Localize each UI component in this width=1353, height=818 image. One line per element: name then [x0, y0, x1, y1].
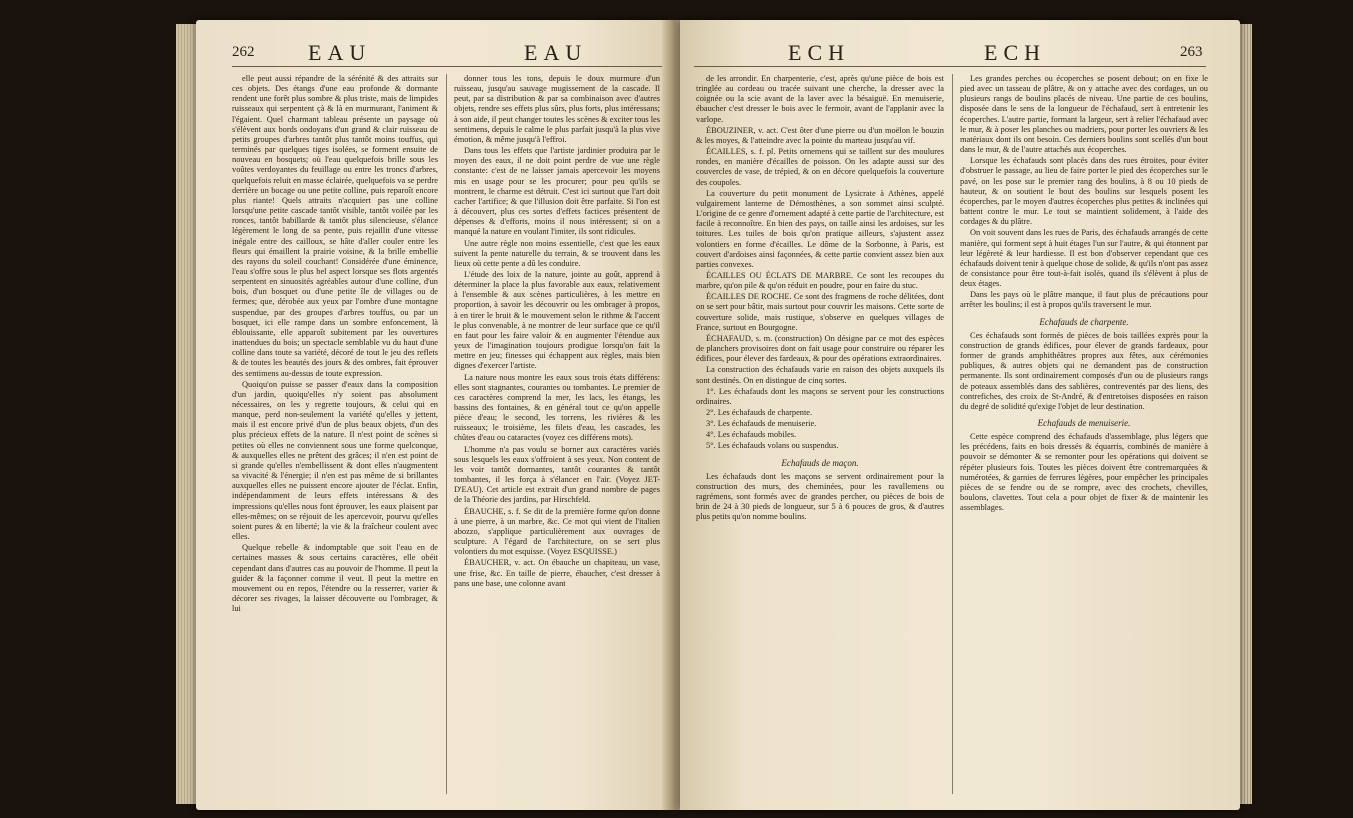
right-header-rule — [694, 66, 1206, 67]
right-running-head-2: ECH — [984, 40, 1046, 65]
page-edges-left — [176, 24, 198, 804]
list-item: 2°. Les échafauds de charpente. — [706, 408, 813, 417]
list-item: 1°. Les échafauds dont les maçons se servent pour les constructions ordinaires. — [696, 386, 944, 406]
list-item: 4°. Les échafauds mobiles. — [706, 430, 797, 440]
paragraph: de les arrondir. En charpenterie, c'est, après qu'une pièce de bois est tringlée au cordeau ou tracée suivant une cherche, la dresser avec la coignée ou la scie avant de la laver avec la bésaiguë. En menuiserie, ébaucher c'est dresser le bois avec le fermoir, avant de l'applanir avec la varlope. — [696, 74, 944, 124]
right-page-number: 263 — [1180, 44, 1203, 60]
column-divider — [446, 74, 447, 794]
list-item: 5°. Les échafauds volans ou suspendus. — [706, 441, 839, 451]
paragraph: Lorsque les échafauds sont placés dans des rues étroites, pour éviter d'obstruer le passage, au lieu de faire porter le pied des écoperches sur le pavé, on les pose sur le premier rang des boulins, à 8 ou 10 pieds de hauteur, & on soutient le bout des boulins sur lesquels posent les écoperches, par le moyen d'autres écoperches plus petites & inclinées qui battent contre le mur. Le tout se maintient solidement, à l'aide des cordages & du plâtre. — [960, 156, 1208, 227]
column-divider — [952, 74, 953, 794]
left-column-2 — [454, 74, 660, 794]
left-running-head-1: EAU — [308, 40, 372, 65]
left-running-head-2: EAU — [524, 40, 588, 65]
paragraph: Cette espèce comprend des échafauds d'assemblage, plus légers que les précédens, faits en bois dressés & équarris, combinés de manière à pouvoir se démonter & se remonter pour les opérations qui doivent se répéter plusieurs fois. Toutes les pièces doivent être contremarquées & numérotées, & garnies de ferrures légères, pour empêcher les principales pièces de se fendre ou de se rompre, avec des crochets, chevilles, boulons, clavettes. Tout cela a pour objet de fixer & de maintenir les assemblages. — [960, 432, 1208, 513]
paragraph: On voit souvent dans les rues de Paris, des échafauds arrangés de cette manière, qui forment sept à huit étages l'un sur l'autre, & qui étonnent par leur légèreté & leur hardiesse. Il est bon d'observer cependant que ces échafauds doivent tenir à quelque chose de solide, & qu'ils n'ont pas assez de consistance pour être tout-à-fait isolés, quand ils s'élèvent à plus de deux étages. — [960, 228, 1208, 289]
entry-ecailles-marbre: ÉCAILLES OU ÉCLATS DE MARBRE. Ce sont les recoupes du marbre, qu'on pile & qu'on réduit en poudre, pour en faire du stuc. — [696, 270, 944, 291]
paragraph: Dans tous les effets que l'artiste jardinier produira par le moyen des eaux, il ne doit point perdre de vue une règle constante: c'est de ne laisser jamais apercevoir les moyens mis en usage pour se les procurer; pour peu qu'ils se montrent, le charme est détruit. C'est ici surtout que l'art doit cacher l'artifice; & que l'illusion doit être parfaite. Si l'on est à découvert, plus ces sortes d'effets factices présentent de dépenses & d'efforts, moins il nous intéressent; si on a manqué la nature en voulant l'imiter, ils sont ridicules. — [454, 146, 660, 237]
entry-ebouziner: ÉBOUZINER, v. act. C'est ôter d'une pierre ou d'un moëlon le bouzin & les moyes, & l'atteindre avec la pointe du marteau jusqu'au vif. — [696, 125, 944, 145]
entry-echafaud: ÉCHAFAUD, s. m. (construction) On désigne par ce mot des espèces de planchers provisoires dont on fait usage pour construire ou réparer les édifices, pour élever des fardeaux, & pour des opérations extraordinaires. — [696, 333, 944, 364]
left-header-rule — [232, 66, 662, 67]
right-column-1 — [696, 74, 944, 794]
entry-ecailles-roche: ÉCAILLES DE ROCHE. Ce sont des fragmens de roche délitées, dont on se sert pour bâtir, mais surtout pour couvrir les maisons. Cette sorte de couverture solide, mais rustique, s'observe en quelques villages de France, surtout en Bourgogne. — [696, 292, 944, 332]
paragraph: elle peut aussi répandre de la sérénité & des attraits sur ces objets. Des étangs d'une eau profonde & dormante rendent une forêt plus sombre & plus triste, mais de limpides ruisseaux qui serpentent çà & là en murmurant, l'animent & l'égaient. Quel charmant tableau présente un paysage où s'élèvent aux bords ondoyans d'un grand & clair ruisseau de petits groupes d'arbres tantôt plus tantôt moins touffus, qui terminés par quelques tiges isolées, se forment ensuite de nouveau en bosquets; où l'eau quelquefois brille sous les voûtes verdoyantes du feuillage ou entre les troncs d'arbres, quelquefois reluit en masse éclairée, quelquefois va se perdre derrière un bocage ou une petite colline, puis reparoît encore plus riante! Quels attraits n'acquiert pas une colline lorsqu'une petite cascade tantôt visible, tantôt voilée par les ronces, tantôt babillarde & tantôt plus silencieuse, s'élance légèrement le long de sa pente, puis rejaillit d'une vitesse inégale entre des cailloux, se hâte d'aller couler entre les fleurs qui émaillent la prairie voisine, & la brille embellie des rayons du soleil couchant! Considérée d'une éminence, l'eau s'offre sous le plus bel aspect lorsque ses flots argentés serpentent en sinuosités agréables autour d'une colline, d'un bois, d'un bosquet ou d'une petite île de villages ou de fermes; que, dérobée aux yeux par l'ombre d'une montagne suspendue, par des groupes d'arbres touffus, ou par un bosquet, ici elle rampe dans un sombre enfoncement, là éblouissante, elle apparoît subitement par les ouvertures inattendues du bois; un spectacle semblable vu du haut d'une colline dans toute sa variété, décoré de tout le jeu des reflets & de toutes les beautés des jours & des ombres, fait éprouver des sentimens au-dessus de toute expression. — [232, 74, 438, 378]
paragraph: Dans les pays où le plâtre manque, il faut plus de précautions pour arrêter les boulins; il est à propos qu'ils traversent le mur. — [960, 290, 1208, 310]
paragraph: Quoiqu'on puisse se passer d'eaux dans la composition d'un jardin, quoiqu'elles n'y soient pas absolument nécessaires, on les y regrette toujours, & celui qui en manque, perd non-seulement la variété qu'elles y jettent, mais il est encore privé d'un de plus beaux objets, d'un des plus précieux effets de la nature. Il n'est point de scènes si petites où elles ne conviennent sous une forme quelconque, & auxquelles elles ne prêtent des grâces; il n'en est point de si grande qu'elles n'embellissent & dont elles n'augmentent sa vivacité & l'énergie; il n'en est pas même de si brillantes auxquelles elles ne puissent encore ajouter de l'éclat. Enfin, indépendamment de leurs effets intéressans & des impressions qu'elles nous font éprouver, les eaux plaisent par elles-mêmes; on se réjouit de les apercevoir, pourvu qu'elles soient pures & en liberté; la vie & la fraîcheur coulent avec elles. — [232, 379, 438, 542]
section-heading: Echafauds de charpente. — [1039, 316, 1129, 327]
right-running-head-1: ECH — [788, 40, 850, 65]
paragraph: L'homme n'a pas voulu se borner aux caractères variés sous lesquels les eaux s'offroient à ses yeux. Non content de les voir tantôt dormantes, tantôt courantes & tantôt tombantes, il les força à s'élancer en l'air. (Voyez JET-D'EAU). Cet article est extrait d'un grand nombre de pages de la Théorie des jardins, par Hirschfeld. — [454, 444, 660, 505]
paragraph: Quelque rebelle & indomptable que soit l'eau en de certaines masses & sous certains caractères, elle obéit cependant dans d'autres cas au pouvoir de l'homme. Il peut la guider & la façonner comme il veut. Il peut la mettre en mouvement ou en repos, l'étendre ou la resserrer, varier & décorer ses rivages, la laisser découverte ou l'ombrager, & lui — [232, 543, 438, 614]
paragraph: Ces échafauds sont formés de pièces de bois taillées exprès pour la construction de grands édifices, pour élever de grands fardeaux, pour former de grands amphithéâtres propres aux fêtes, aux cérémonies publiques, & autres objets qui ne demandent pas de construction permanente. Ils sont ordinairement composés d'un ou de plusieurs rangs de poteaux assemblés dans des sablières, contreventés par des liens, des contrefiches, des croix de St-André, & d'entretoises disposées en raison du degré de solidité qu'exige l'objet de leur destination. — [960, 330, 1208, 411]
paragraph: La couverture du petit monument de Lysicrate à Athènes, appelé vulgairement lanterne de Démosthènes, a son sommet ainsi sculpté. L'origine de ce genre d'ornement adapté à cette partie de l'architecture, est facile à reconnoître. En bien des pays, on taille ainsi les ardoises, sur les toitures. Les tuiles de bois qu'on pratique ailleurs, s'ajustent assez volontiers en forme d'écailles. Le dôme de la Sorbonne, à Paris, est couvert d'ardoises ainsi façonnées, & cette partie convient assez bien aux parties convexes. — [696, 188, 944, 269]
paragraph: La construction des échafauds varie en raison des objets auxquels ils sont destinés. On en distingue de cinq sortes. — [696, 365, 944, 385]
paragraph: Les échafauds dont les maçons se servent ordinairement pour la construction des murs, des cheminées, pour les ravallemens ou ragrémens, sont formés avec de grandes percher, ou pièces de bois de brin de 24 à 30 pieds de longueur, sur 5 à 6 pouces de gros, & d'autres plus petits qu'on nomme boulins. — [696, 471, 944, 522]
entry-ecailles: ÉCAILLES, s. f. pl. Petits ornemens qui se taillent sur des moulures rondes, en manière d'écailles de poisson. On les adapte aussi sur des couvercles de vase, de trépied, & on en décore quelquefois la couverture des coupoles. — [696, 147, 944, 187]
list-item: 3°. Les échafauds de menuiserie. — [706, 419, 817, 429]
paragraph: La nature nous montre les eaux sous trois états différens: elles sont stagnantes, courantes ou tombantes. Le premier de ces caractères comprend la mer, les lacs, les étangs, les bassins des fontaines, & en général tout ce qu'on appelle pièce d'eau; le second, les torrens, les rivières & les ruisseaux; le troisième, les filets d'eau, les cascades, les chûtes d'eau ou cataractes (voyez ces différens mots). — [454, 372, 660, 443]
paragraph: Les grandes perches ou écoperches se posent debout; on en fixe le pied avec un tasseau de plâtre, & on y attache avec des cordages, un ou plusieurs rangs de boulins placés de niveau. Une partie de ces boulins, disposée dans le sens de la longueur de l'échafaud, sert à entretenir les écoperches. L'autre partie, formant la largeur, sert à relier l'échafaud avec le mur, & à poser les planches ou madriers, pour porter les ouvriers & les matériaux dont ils ont besoin. Ces derniers boulins sont scellés d'un bout dans le mur, & de l'autre attachés aux écoperches. — [960, 74, 1208, 155]
entry-ebaucher: ÉBAUCHER, v. act. On ébauche un chapiteau, un vase, une frise, &c. En taille de pierre, ébaucher, c'est dresser à pans une base, une colonne avant — [454, 558, 660, 588]
section-heading: Echafauds de menuiserie. — [1037, 418, 1131, 428]
paragraph: donner tous les tons, depuis le doux murmure d'un ruisseau, jusqu'au sauvage mugissement de la cascade. Il peut, par sa distribution & par sa combinaison avec d'autres objets, rendre ses effets plus sûrs, plus forts, plus intéressans; à son aide, il peut changer toutes les scènes & exciter tous les sentimens, depuis le calme le plus parfait jusqu'à la plus vive émotion, & même jusqu'à l'effroi. — [454, 74, 660, 144]
entry-ebauche: ÉBAUCHE, s. f. Se dit de la première forme qu'on donne à une pierre, à un marbre, &c. Ce mot qui vient de l'italien abozzo, s'applique particulièrement aux ouvrages de sculpture. A l'égard de l'architecture, on se sert plus volontiers du mot esquisse. (Voyez ESQUISSE.) — [454, 506, 660, 557]
left-page-number: 262 — [232, 44, 255, 60]
right-column-2 — [960, 74, 1208, 794]
paragraph: Une autre règle non moins essentielle, c'est que les eaux suivent la pente naturelle du terrain, & se trouvent dans les lieux où cette pente a dû les conduire. — [454, 238, 660, 268]
paragraph: L'étude des loix de la nature, jointe au goût, apprend à déterminer la place la plus favorable aux eaux, relativement à l'ensemble & aux scènes particulières, à les mettre en proportion, à savoir les découvrir ou les ombrager à propos, à en tirer le bruit & le mouvement selon le rithme & l'accent le plus convenable, à ne montrer de leur surface que ce qu'il en faut pour les faire valoir & en augmenter l'étendue aux yeux de l'imagination toujours prodigue lorsqu'on fait la mettre en jeu; finesses qui échappent aux règles, mais bien dignes d'exercer l'artiste. — [454, 269, 660, 371]
section-heading: Echafauds de maçon. — [781, 457, 859, 468]
left-column-1 — [232, 74, 438, 794]
